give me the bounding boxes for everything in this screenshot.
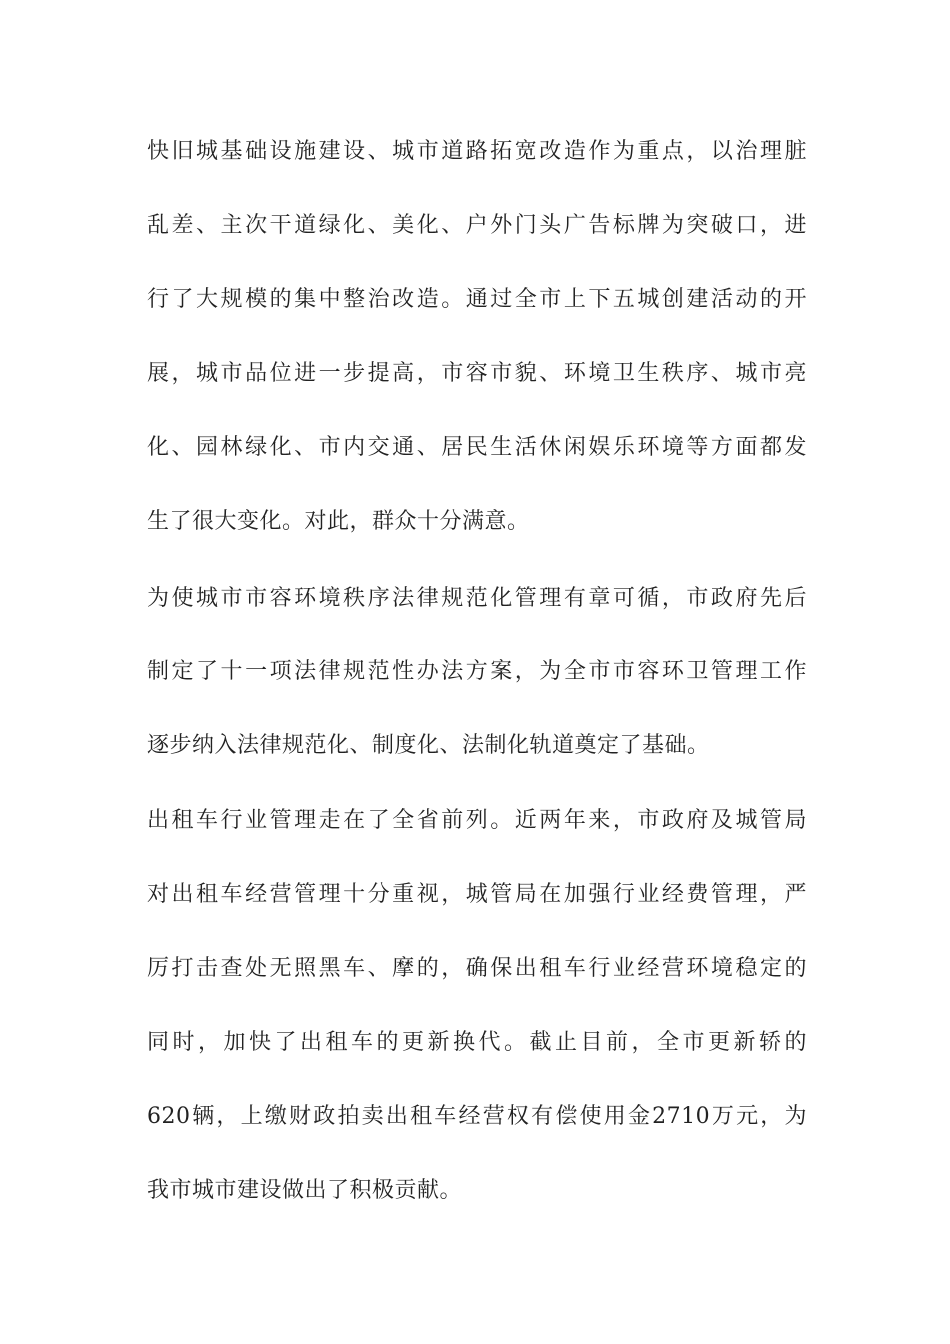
text-line: 行了大规模的集中整治改造。通过全市上下五城创建活动的开 xyxy=(147,287,807,312)
text-line: 逐步纳入法律规范化、制度化、法制化轨道奠定了基础。 xyxy=(147,733,710,758)
text-line: 生了很大变化。对此，群众十分满意。 xyxy=(147,509,530,534)
text-line: 化、园林绿化、市内交通、居民生活休闲娱乐环境等方面都发 xyxy=(147,435,807,460)
text-line: 620辆，上缴财政拍卖出租车经营权有偿使用金2710万元，为 xyxy=(147,1104,807,1129)
text-line: 出租车行业管理走在了全省前列。近两年来，市政府及城管局 xyxy=(147,808,807,833)
text-line: 我市城市建设做出了积极贡献。 xyxy=(147,1178,463,1203)
text-line: 同时，加快了出租车的更新换代。截止目前，全市更新轿的 xyxy=(147,1030,807,1055)
text-line: 为使城市市容环境秩序法律规范化管理有章可循，市政府先后 xyxy=(147,586,807,611)
text-line: 对出租车经营管理十分重视，城管局在加强行业经费管理，严 xyxy=(147,882,807,907)
text-line: 快旧城基础设施建设、城市道路拓宽改造作为重点，以治理脏 xyxy=(147,139,807,164)
text-line: 制定了十一项法律规范性办法方案，为全市市容环卫管理工作 xyxy=(147,659,807,684)
text-line: 乱差、主次干道绿化、美化、户外门头广告标牌为突破口，进 xyxy=(147,213,807,238)
text-line: 展，城市品位进一步提高，市容市貌、环境卫生秩序、城市亮 xyxy=(147,361,807,386)
text-line: 厉打击查处无照黑车、摩的，确保出租车行业经营环境稳定的 xyxy=(147,956,807,981)
